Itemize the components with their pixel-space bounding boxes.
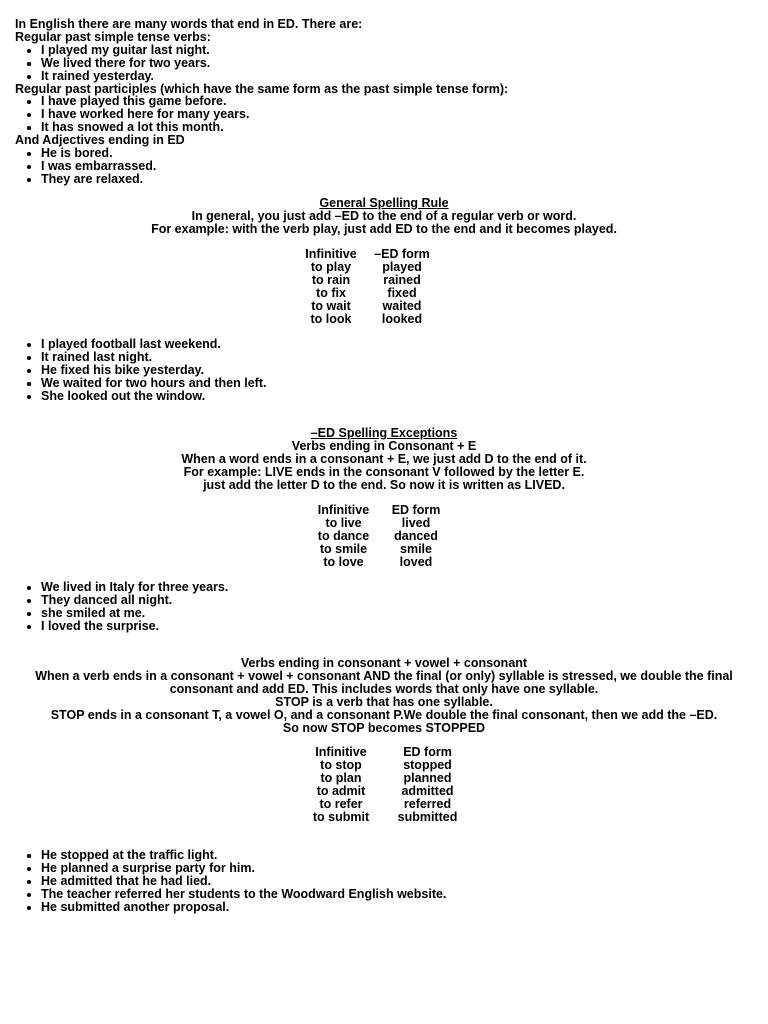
participles-list [15, 95, 755, 134]
table-row [300, 313, 442, 326]
rule-text: STOP is a verb that has one syllable. [275, 694, 493, 709]
list-item: • I loved the surprise. [41, 620, 755, 633]
list-item: • He planned a surprise party for him. [41, 862, 755, 875]
rule-text: When a verb ends in a consonant + vowel + consonant AND the final (or only) syllable is stressed, we double the final [35, 668, 733, 683]
rule-text: STOP ends in a consonant T, a vowel O, and a consonant P.We double the final consonant, then we add the –ED. [50, 707, 718, 722]
cvc-section [0, 657, 768, 734]
list-item: • We lived there for two years. [41, 57, 755, 70]
ed-form-cell: smile [400, 541, 432, 556]
rule-text: For example: LIVE ends in the consonant V followed by the letter E. [183, 464, 585, 479]
table-row [306, 772, 479, 785]
past-simple-heading: Regular past simple tense verbs: [15, 29, 211, 44]
table-row [306, 798, 479, 811]
ed-form-cell: played [382, 259, 422, 274]
infinitive-cell: to admit [316, 783, 366, 798]
list-item: • It rained last night. [41, 351, 755, 364]
ed-form-cell: looked [381, 311, 423, 326]
table-row [306, 759, 479, 772]
list-item: • The teacher referred her students to the Woodward English website. [41, 888, 755, 901]
infinitive-cell: to plan [320, 770, 362, 785]
list-item: • He is bored. [41, 147, 755, 160]
column-header: Infinitive [317, 503, 370, 517]
list-item: • We lived in Italy for three years. [41, 581, 755, 594]
infinitive-cell: to dance [317, 528, 370, 543]
list-item: • We waited for two hours and then left. [41, 377, 755, 390]
adjectives-heading: And Adjectives ending in ED [15, 133, 185, 148]
table-row [300, 287, 442, 300]
ed-form-cell: rained [383, 272, 421, 287]
exceptions-section [0, 427, 768, 492]
column-header: Infinitive [315, 745, 367, 759]
table-row [300, 300, 442, 313]
infinitive-cell: to smile [319, 541, 368, 556]
list-item: • He fixed his bike yesterday. [41, 364, 755, 377]
list-item: • They danced all night. [41, 594, 755, 607]
table-row [306, 785, 479, 798]
intro-section [15, 18, 755, 186]
rule-text: When a word ends in a consonant + E, we just add D to the end of it. [181, 451, 587, 466]
list-item: • They are relaxed. [41, 173, 755, 186]
infinitive-cell: to stop [320, 757, 362, 772]
list-item: • I was embarrassed. [41, 160, 755, 173]
ed-form-cell: loved [399, 554, 433, 569]
table-row [311, 543, 456, 556]
ed-form-cell: admitted [401, 783, 454, 798]
ed-form-cell: planned [403, 770, 452, 785]
rule-text: So now STOP becomes STOPPED [282, 720, 486, 735]
table-row [300, 261, 442, 274]
ed-form-cell: waited [382, 298, 422, 313]
ed-form-cell: fixed [387, 285, 417, 300]
infinitive-cell: to fix [316, 285, 346, 300]
cvc-examples [15, 849, 755, 914]
past-simple-list [15, 44, 755, 83]
infinitive-cell: to play [310, 259, 352, 274]
list-item: • I have played this game before. [41, 95, 755, 108]
list-item: • He admitted that he had lied. [41, 875, 755, 888]
general-rule-examples [15, 338, 755, 403]
table-row [311, 556, 456, 569]
general-rule-table [0, 248, 768, 325]
rule-text: just add the letter D to the end. So now it is written as LIVED. [203, 477, 565, 492]
list-item: • she smiled at me. [41, 607, 755, 620]
list-item: • He stopped at the traffic light. [41, 849, 755, 862]
infinitive-cell: to live [325, 515, 362, 530]
section-title: General Spelling Rule [319, 196, 449, 210]
adjectives-list [15, 147, 755, 186]
table-row [311, 517, 456, 530]
rule-text: consonant and add ED. This includes words that only have one syllable. [169, 681, 599, 696]
section-title: Verbs ending in consonant + vowel + consonant [240, 656, 528, 670]
column-header: ED form [403, 745, 452, 759]
ed-form-cell: stopped [403, 757, 452, 772]
rule-text: In general, you just add –ED to the end of a regular verb or word. [191, 208, 577, 223]
infinitive-cell: to rain [311, 272, 351, 287]
ed-form-cell: submitted [397, 809, 458, 824]
exceptions-examples [15, 581, 755, 633]
infinitive-cell: to wait [311, 298, 351, 313]
list-item: • He submitted another proposal. [41, 901, 755, 914]
general-rule-section [0, 197, 768, 236]
exceptions-table [0, 504, 768, 569]
section-title: –ED Spelling Exceptions [310, 426, 458, 440]
infinitive-cell: to love [323, 554, 364, 569]
table-row [306, 811, 479, 824]
list-item: • I played my guitar last night. [41, 44, 755, 57]
intro-line: In English there are many words that end in ED. There are: [15, 17, 363, 31]
list-item: • It has snowed a lot this month. [41, 121, 755, 134]
list-item: • I played football last weekend. [41, 338, 755, 351]
rule-text: For example: with the verb play, just add ED to the end and it becomes played. [151, 221, 617, 236]
list-item: • It rained yesterday. [41, 70, 755, 83]
column-header: ED form [391, 503, 441, 517]
list-item: • She looked out the window. [41, 390, 755, 403]
participles-heading: Regular past participles (which have the same form as the past simple tense form): [15, 81, 509, 96]
column-header: Infinitive [305, 247, 357, 261]
ed-form-cell: referred [403, 796, 452, 811]
table-row [311, 530, 456, 543]
ed-form-cell: danced [394, 528, 438, 543]
infinitive-cell: to refer [319, 796, 363, 811]
column-header: –ED form [374, 247, 430, 261]
ed-form-cell: lived [401, 515, 431, 530]
infinitive-cell: to submit [312, 809, 370, 824]
cvc-table [0, 746, 768, 823]
table-row [300, 274, 442, 287]
infinitive-cell: to look [310, 311, 352, 326]
section-subtitle: Verbs ending in Consonant + E [291, 438, 477, 453]
list-item: • I have worked here for many years. [41, 108, 755, 121]
